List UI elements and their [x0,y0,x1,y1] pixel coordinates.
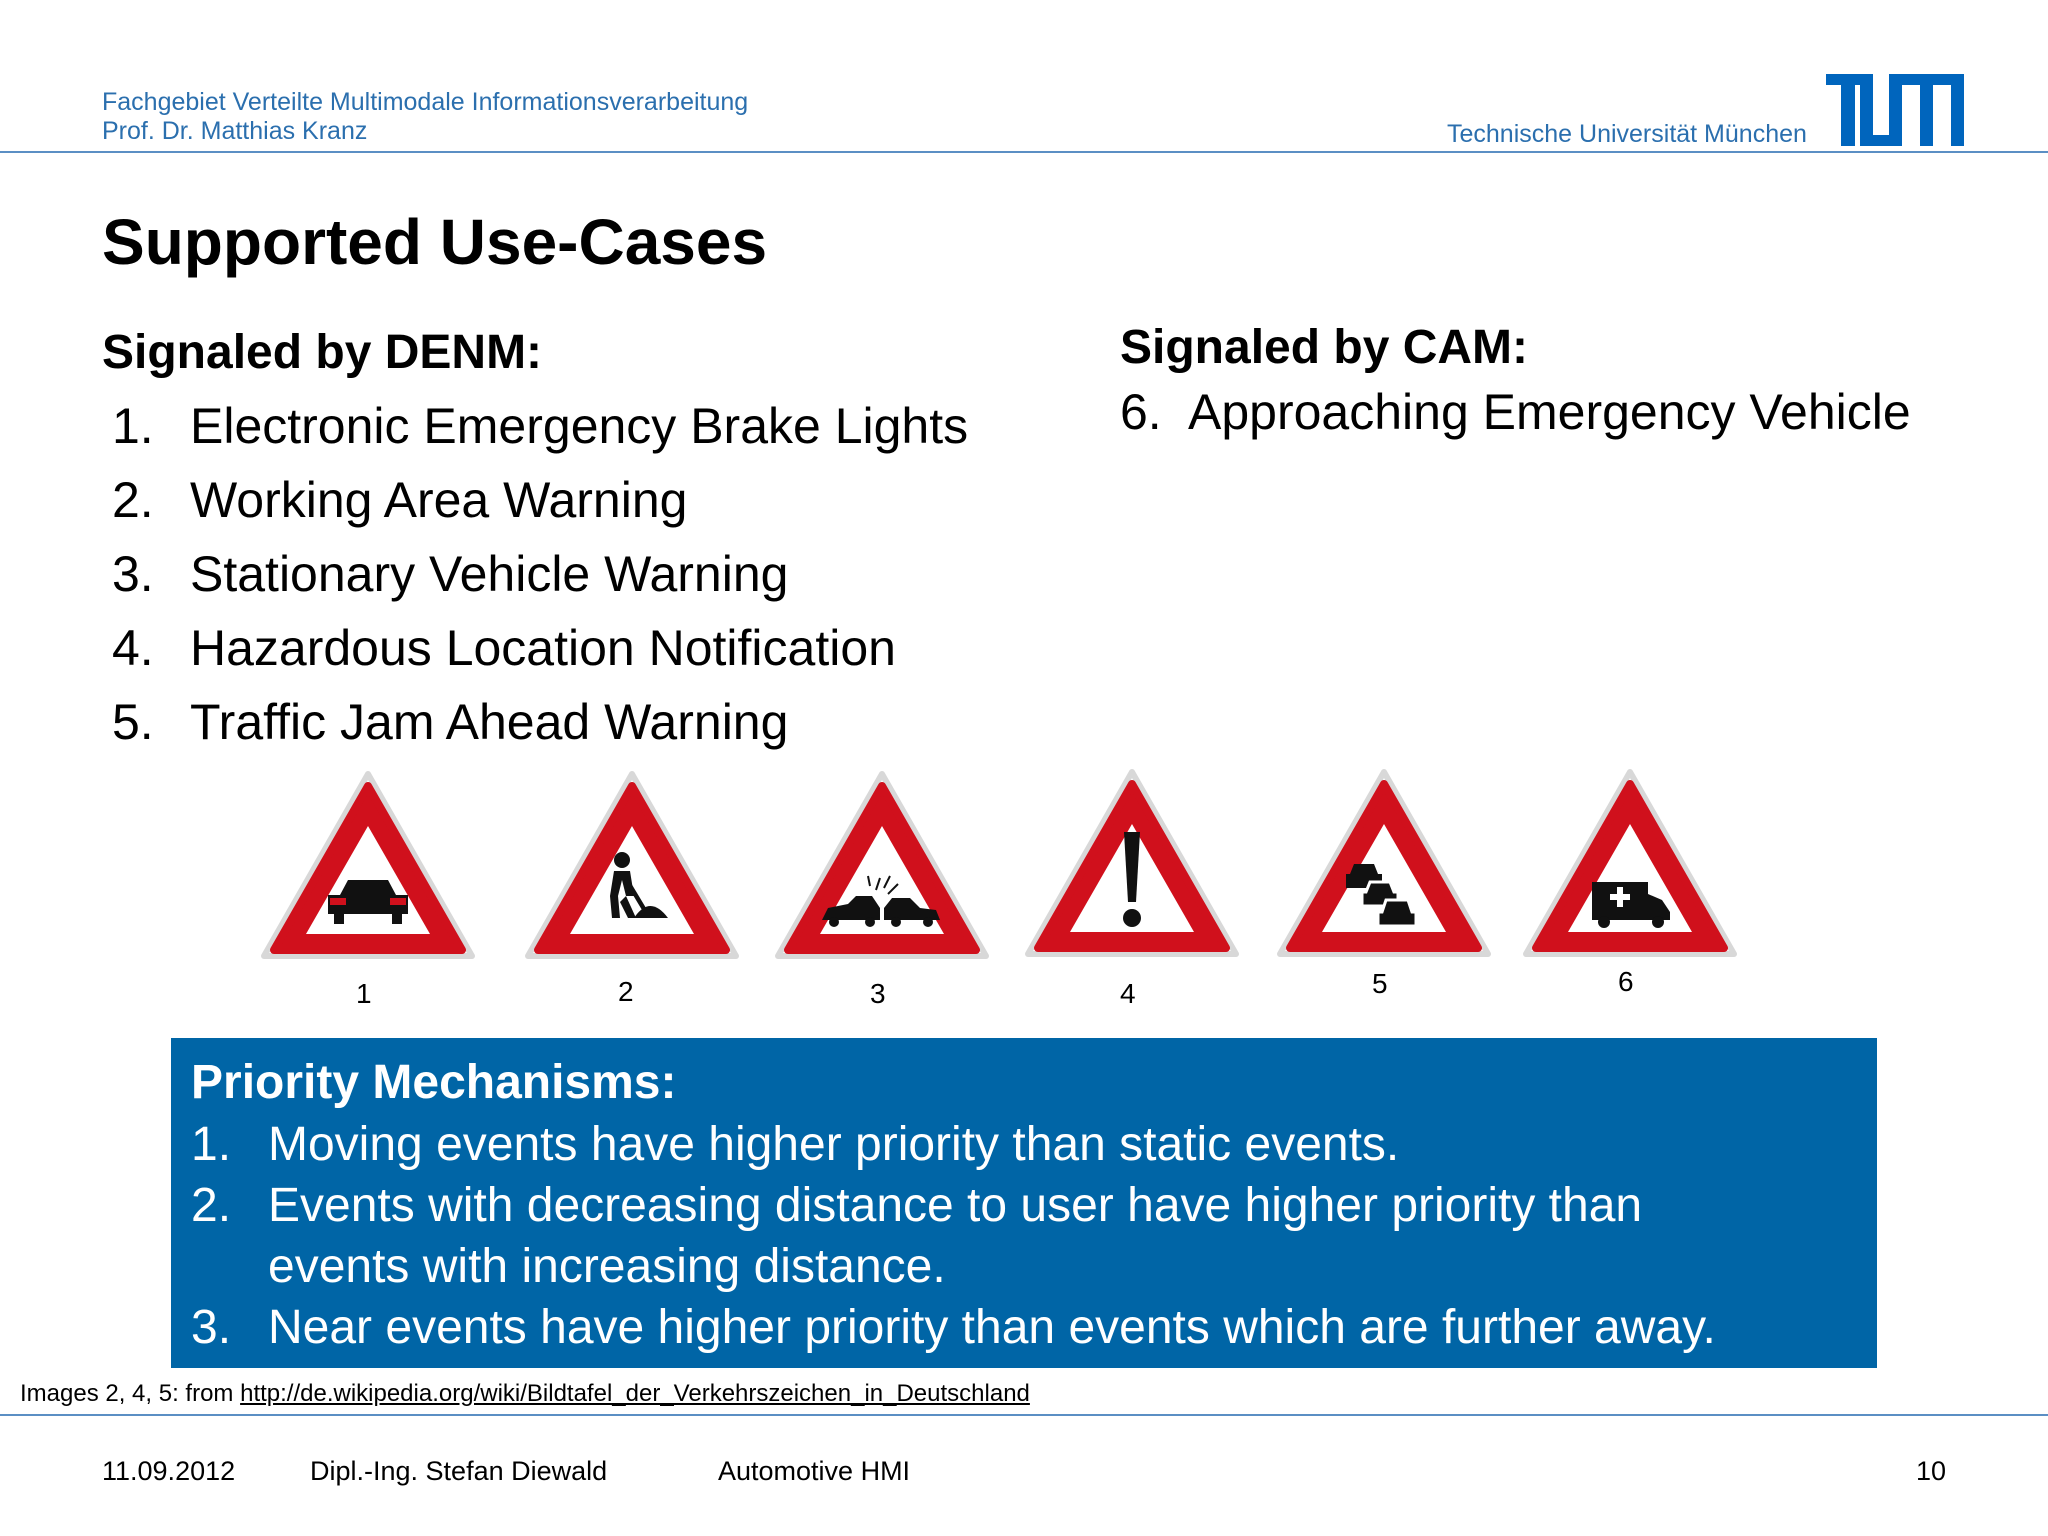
list-text: Traffic Jam Ahead Warning [190,694,789,750]
ambulance-icon [1520,766,1740,962]
list-item [112,467,968,541]
footer-divider [0,1414,2048,1416]
list-number: 3. [191,1301,232,1354]
list-item [112,615,968,689]
road-works-icon [522,768,742,964]
list-item [191,1297,1857,1358]
car-collision-icon [772,768,992,964]
tum-logo [1826,74,1964,146]
priority-box [171,1038,1877,1368]
sign-label: 1 [356,978,372,1009]
list-number: 5. [112,694,154,750]
list-number: 4. [112,620,154,676]
footer-author: Dipl.-Ing. Stefan Diewald [310,1456,608,1486]
sign-label: 2 [618,976,634,1007]
list-text: Hazardous Location Notification [190,620,896,676]
footer-date: 11.09.2012 [102,1456,236,1486]
image-credit [20,1380,1030,1408]
list-number: 3. [112,546,154,602]
list-number: 2. [191,1179,232,1232]
list-number: 1. [112,398,154,454]
denm-heading: Signaled by DENM: [102,326,543,379]
traffic-jam-icon [1274,766,1494,962]
exclamation-icon [1022,766,1242,962]
list-number: 2. [112,472,154,528]
list-text: Stationary Vehicle Warning [190,546,789,602]
priority-heading: Priority Mechanisms: [191,1056,677,1109]
cam-heading: Signaled by CAM: [1120,321,1529,374]
list-number: 1. [191,1118,232,1171]
credit-prefix: Images 2, 4, 5: from [20,1380,241,1407]
department-name: Fachgebiet Verteilte Multimodale Informationsverarbeitung [102,88,749,116]
list-item [1120,382,1911,442]
page-number: 10 [1916,1456,1947,1486]
list-item [112,689,968,763]
sign-label: 5 [1372,968,1388,999]
university-name: Technische Universität München [1447,120,1807,148]
list-text: Working Area Warning [190,472,688,528]
list-item [191,1114,1857,1175]
header-divider [0,151,2048,153]
list-text: Near events have higher priority than events which are further away. [268,1301,1716,1354]
list-text: Events with decreasing distance to user have higher priority than [268,1179,1643,1232]
list-text: Electronic Emergency Brake Lights [190,398,969,454]
sign-label: 3 [870,978,886,1009]
denm-list [112,393,968,763]
list-item [191,1175,1857,1297]
list-text: Moving events have higher priority than static events. [268,1118,1400,1171]
list-item [112,541,968,615]
list-number: 6. [1120,384,1162,440]
header-department-block [102,88,748,146]
sign-label: 4 [1120,978,1136,1009]
list-text: Approaching Emergency Vehicle [1188,384,1911,440]
car-brake-lights-icon [258,768,478,964]
priority-list [191,1114,1857,1358]
credit-link[interactable]: http://de.wikipedia.org/wiki/Bildtafel_der_Verkehrszeichen_in_Deutschland [240,1380,1030,1407]
footer-course: Automotive HMI [718,1456,911,1486]
list-item [112,393,968,467]
list-text-continued: events with increasing distance. [268,1240,946,1293]
professor-name: Prof. Dr. Matthias Kranz [102,117,368,145]
sign-label: 6 [1618,966,1634,997]
slide-title: Supported Use-Cases [102,206,768,278]
